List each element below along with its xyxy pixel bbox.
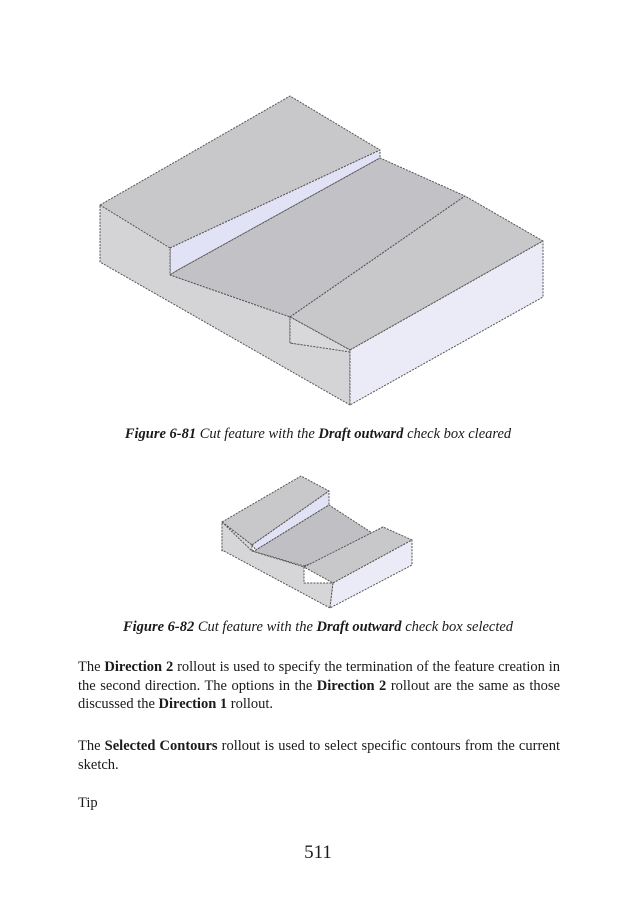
caption-text: Cut feature with the [196,426,319,442]
selected-contours-paragraph [78,737,560,774]
body-text: rollout is used to specify the termination of the feature creation in the second direction. The options in the [78,659,561,694]
caption-text: check box selected [401,619,514,635]
direction-2-paragraph [78,658,560,714]
bold-term: Selected Contours [104,738,218,754]
caption-bold-text: Draft outward [318,426,404,442]
body-text: rollout is used to select specific contours from the current sketch. [78,738,560,773]
figure-number: Figure 6-81 [124,426,197,442]
body-text: rollout are the same as those discussed the [78,677,561,712]
page-number: 511 [304,842,332,863]
caption-text: check box cleared [403,426,512,442]
caption-text: Cut feature with the [194,619,317,635]
bold-term: Direction 2 [104,659,174,675]
figure-6-82-caption [0,619,636,636]
caption-bold-text: Draft outward [316,619,402,635]
bold-term: Direction 2 [316,677,387,694]
body-text: The [78,659,105,675]
body-text: rollout. [227,696,274,712]
tip-label: Tip [78,795,98,811]
body-text: The [78,738,105,754]
figure-number: Figure 6-82 [122,619,195,635]
bold-term: Direction 1 [158,696,228,712]
